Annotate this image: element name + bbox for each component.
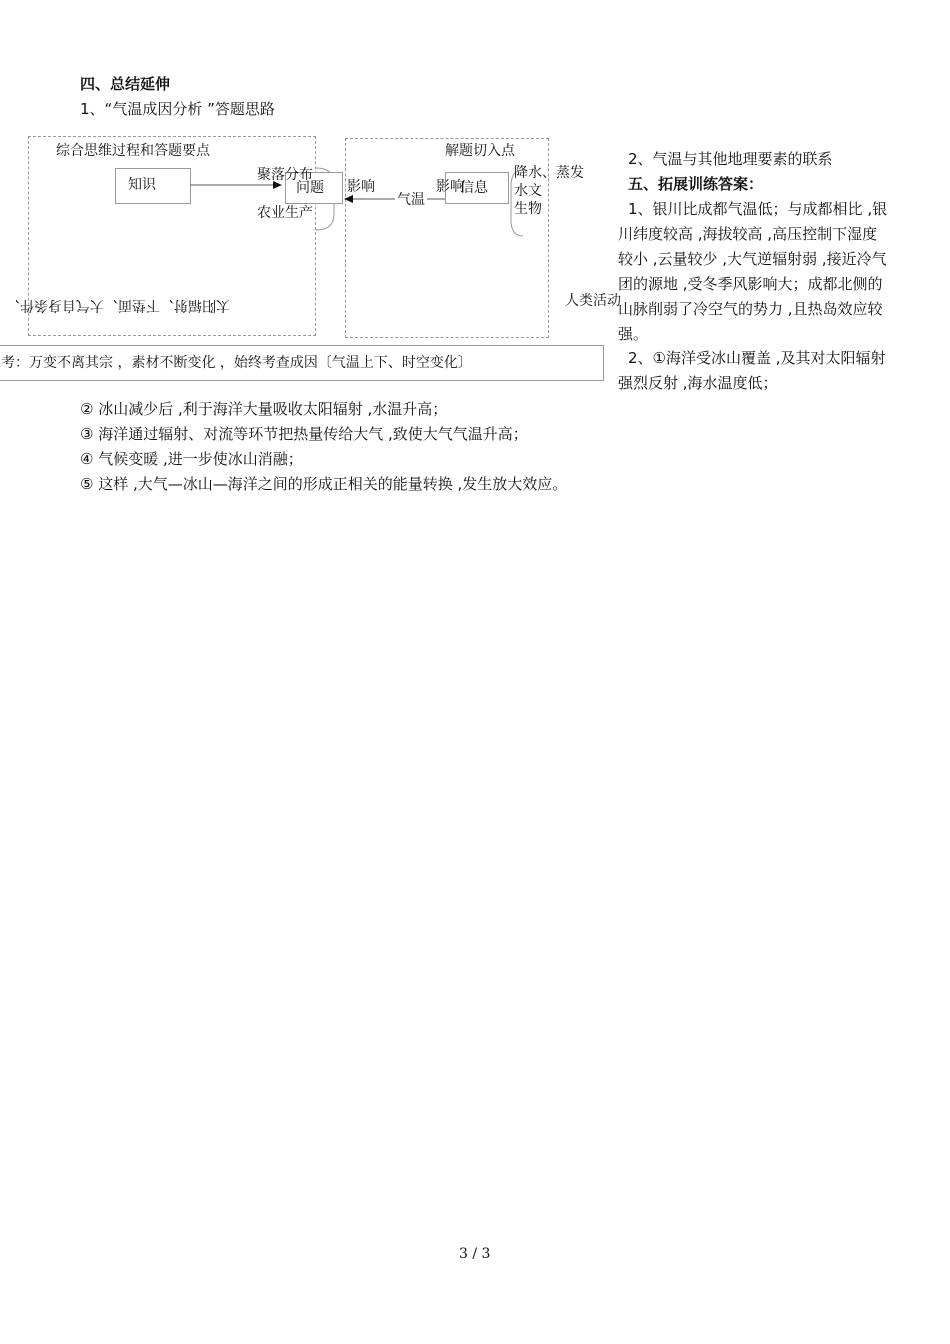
right-frame-title: 解题切入点 — [445, 143, 515, 159]
answer-line: ② 冰山减少后 ,利于海洋大量吸收太阳辐射 ,水温升高； — [80, 400, 448, 418]
agriculture-label: 农业生产 — [257, 205, 313, 221]
influence-left-label: 影响 — [347, 179, 375, 195]
note-box — [0, 345, 604, 381]
subheading: 1、“气温成因分析 ”答题思路 — [80, 100, 275, 118]
biology-label: 生物 — [514, 201, 542, 217]
answer-line: ④ 气候变暖 ,进一步使冰山消融； — [80, 450, 303, 468]
section-heading: 四、总结延伸 — [80, 75, 171, 93]
left-arrowhead — [344, 195, 353, 203]
page-number: 3 / 3 — [459, 1246, 491, 1262]
precip-label: 降水、蒸发 — [514, 165, 584, 181]
temperature-label: 气温 — [397, 192, 425, 208]
hydrology-label: 水文 — [514, 183, 542, 199]
note-text: 考：万变不离其宗 ，素材不断变化 ，始终考查成因〔气温上下、时空变化〕 — [1, 355, 472, 371]
temperature-cause-diagram — [0, 130, 620, 390]
answer-line: ⑤ 这样 ,大气—冰山—海洋之间的形成正相关的能量转换 ,发生放大效应。 — [80, 475, 568, 493]
answer-line: ③ 海洋通过辐射、对流等环节把热量传给大气 ,致使大气气温升高； — [80, 425, 528, 443]
answer-1: 1、银川比成都气温低；与成都相比 ,银川纬度较高 ,海拔较高 ,高压控制下湿度较小 ,云量较少 ,大气逆辐射弱 ,接近冷气团的源地 ,受冬季风影响大；成都北侧的山脉削弱了冷空气的势力 ,且热岛效应较强。 — [618, 200, 888, 343]
settlement-label: 聚落分布 — [257, 167, 313, 183]
influence-right-label: 影响 — [436, 179, 464, 195]
answer-2-part-1: 2、①海洋受冰山覆盖 ,及其对太阳辐射强烈反射 ,海水温度低； — [618, 349, 886, 392]
left-frame-title: 综合思维过程和答题要点 — [56, 143, 210, 159]
info-label: 信息 — [460, 180, 488, 196]
heading-5: 五、拓展训练答案： — [628, 175, 764, 193]
problem-label: 问题 — [296, 180, 324, 196]
human-activity-label: 人类活动 — [565, 293, 621, 309]
item-2-heading: 2、气温与其他地理要素的联系 — [628, 150, 833, 168]
factors-rotated-text: 太阳辐射、下垫面、大气自身条件、 — [6, 297, 230, 313]
knowledge-label: 知识 — [128, 177, 156, 193]
